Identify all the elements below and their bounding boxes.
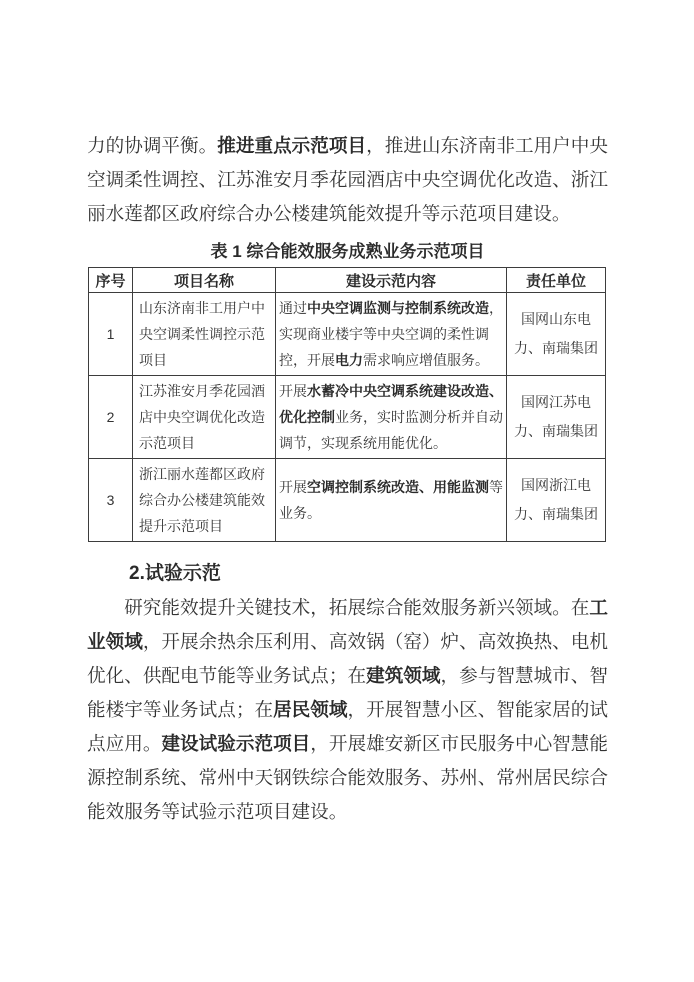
col-header-owner: 责任单位 <box>507 268 606 293</box>
cell-project-name: 浙江丽水莲都区政府综合办公楼建筑能效提升示范项目 <box>133 459 276 542</box>
cell-content: 通过中央空调监测与控制系统改造，实现商业楼宇等中央空调的柔性调控，开展电力需求响应增值服务。 <box>276 293 507 376</box>
cell-owner: 国网江苏电力、南瑞集团 <box>507 376 606 459</box>
cell-row-number: 3 <box>89 459 133 542</box>
col-header-content: 建设示范内容 <box>276 268 507 293</box>
cell-content: 开展空调控制系统改造、用能监测等业务。 <box>276 459 507 542</box>
demo-projects-table <box>88 267 606 542</box>
cell-row-number: 2 <box>89 376 133 459</box>
cell-row-number: 1 <box>89 293 133 376</box>
cell-owner: 国网浙江电力、南瑞集团 <box>507 459 606 542</box>
table-row <box>89 459 606 542</box>
cell-project-name: 山东济南非工用户中央空调柔性调控示范项目 <box>133 293 276 376</box>
table-row <box>89 376 606 459</box>
cell-owner: 国网山东电力、南瑞集团 <box>507 293 606 376</box>
paragraph-overview: 力的协调平衡。推进重点示范项目，推进山东济南非工用户中央空调柔性调控、江苏淮安月季花园酒店中央空调优化改造、浙江丽水莲都区政府综合办公楼建筑能效提升等示范项目建设。 <box>87 135 608 224</box>
document-content <box>87 129 608 829</box>
section-heading: 2.试验示范 <box>129 563 221 584</box>
paragraph-section2: 研究能效提升关键技术，拓展综合能效服务新兴领域。在工业领域，开展余热余压利用、高效锅（窑）炉、高效换热、电机优化、供配电节能等业务试点；在建筑领域，参与智慧城市、智能楼宇等业务试点；在居民领域，开展智慧小区、智能家居的试点应用。建设试验示范项目，开展雄安新区市民服务中心智慧能源控制系统、常州中天钢铁综合能效服务、苏州、常州居民综合能效服务等试验示范项目建设。 <box>87 597 608 822</box>
table-header-row <box>89 268 606 293</box>
col-header-project-name: 项目名称 <box>133 268 276 293</box>
table-row <box>89 293 606 376</box>
cell-content: 开展水蓄冷中央空调系统建设改造、优化控制业务，实时监测分析并自动调节，实现系统用能优化。 <box>276 376 507 459</box>
cell-project-name: 江苏淮安月季花园酒店中央空调优化改造示范项目 <box>133 376 276 459</box>
table-caption: 表 1 综合能效服务成熟业务示范项目 <box>210 242 485 261</box>
col-header-number: 序号 <box>89 268 133 293</box>
